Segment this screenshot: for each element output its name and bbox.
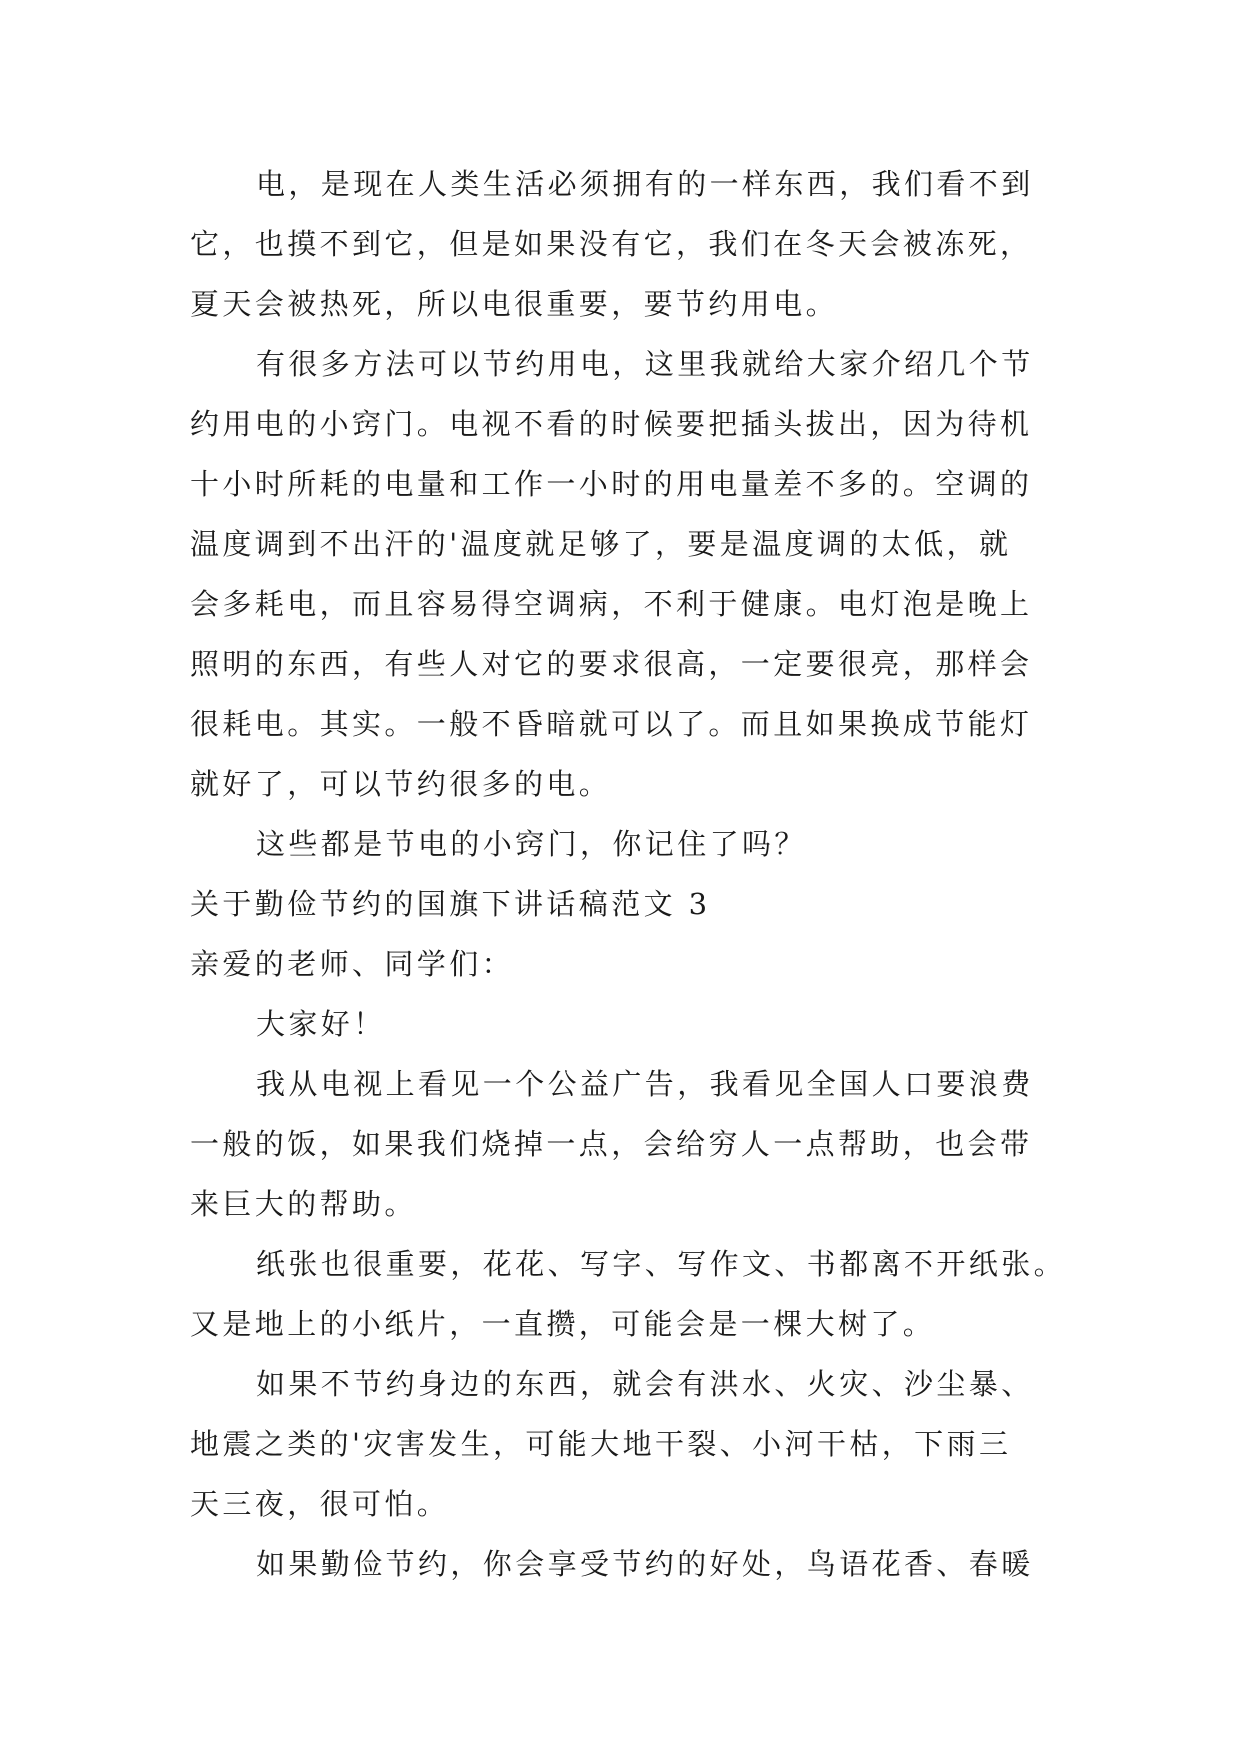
paragraph-line: 又是地上的小纸片，一直攒，可能会是一棵大树了。 — [190, 1307, 936, 1341]
paragraph-line: 十小时所耗的电量和工作一小时的用电量差不多的。空调的 — [190, 467, 1033, 501]
paragraph-line: 有很多方法可以节约用电，这里我就给大家介绍几个节 — [256, 347, 1034, 381]
paragraph-line: 温度调到不出汗的'温度就足够了，要是温度调的太低，就 — [190, 527, 1012, 561]
greeting: 大家好！ — [256, 1007, 386, 1041]
paragraph-line: 来巨大的帮助。 — [190, 1187, 417, 1221]
paragraph-line: 一般的饭，如果我们烧掉一点，会给穷人一点帮助，也会带 — [190, 1127, 1033, 1161]
paragraph-line: 它，也摸不到它，但是如果没有它，我们在冬天会被冻死， — [190, 227, 1033, 261]
paragraph-line: 约用电的小窍门。电视不看的时候要把插头拔出，因为待机 — [190, 407, 1033, 441]
paragraph-line: 这些都是节电的小窍门，你记住了吗？ — [256, 827, 807, 861]
paragraph-line: 纸张也很重要，花花、写字、写作文、书都离不开纸张。 — [256, 1247, 1067, 1281]
paragraph-line: 夏天会被热死，所以电很重要，要节约用电。 — [190, 287, 839, 321]
paragraph-line: 电，是现在人类生活必须拥有的一样东西，我们看不到 — [256, 167, 1034, 201]
paragraph-line: 就好了，可以节约很多的电。 — [190, 767, 612, 801]
paragraph-line: 天三夜，很可怕。 — [190, 1487, 450, 1521]
section-heading: 关于勤俭节约的国旗下讲话稿范文 3 — [190, 887, 711, 921]
salutation: 亲爱的老师、同学们： — [190, 947, 515, 981]
paragraph-line: 地震之类的'灾害发生，可能大地干裂、小河干枯，下雨三 — [190, 1427, 1012, 1461]
paragraph-line: 如果勤俭节约，你会享受节约的好处，鸟语花香、春暖 — [256, 1547, 1034, 1581]
paragraph-line: 如果不节约身边的东西，就会有洪水、火灾、沙尘暴、 — [256, 1367, 1034, 1401]
paragraph-line: 会多耗电，而且容易得空调病，不利于健康。电灯泡是晚上 — [190, 587, 1033, 621]
paragraph-line: 照明的东西，有些人对它的要求很高，一定要很亮，那样会 — [190, 647, 1033, 681]
paragraph-line: 很耗电。其实。一般不昏暗就可以了。而且如果换成节能灯 — [190, 707, 1033, 741]
paragraph-line: 我从电视上看见一个公益广告，我看见全国人口要浪费 — [256, 1067, 1034, 1101]
